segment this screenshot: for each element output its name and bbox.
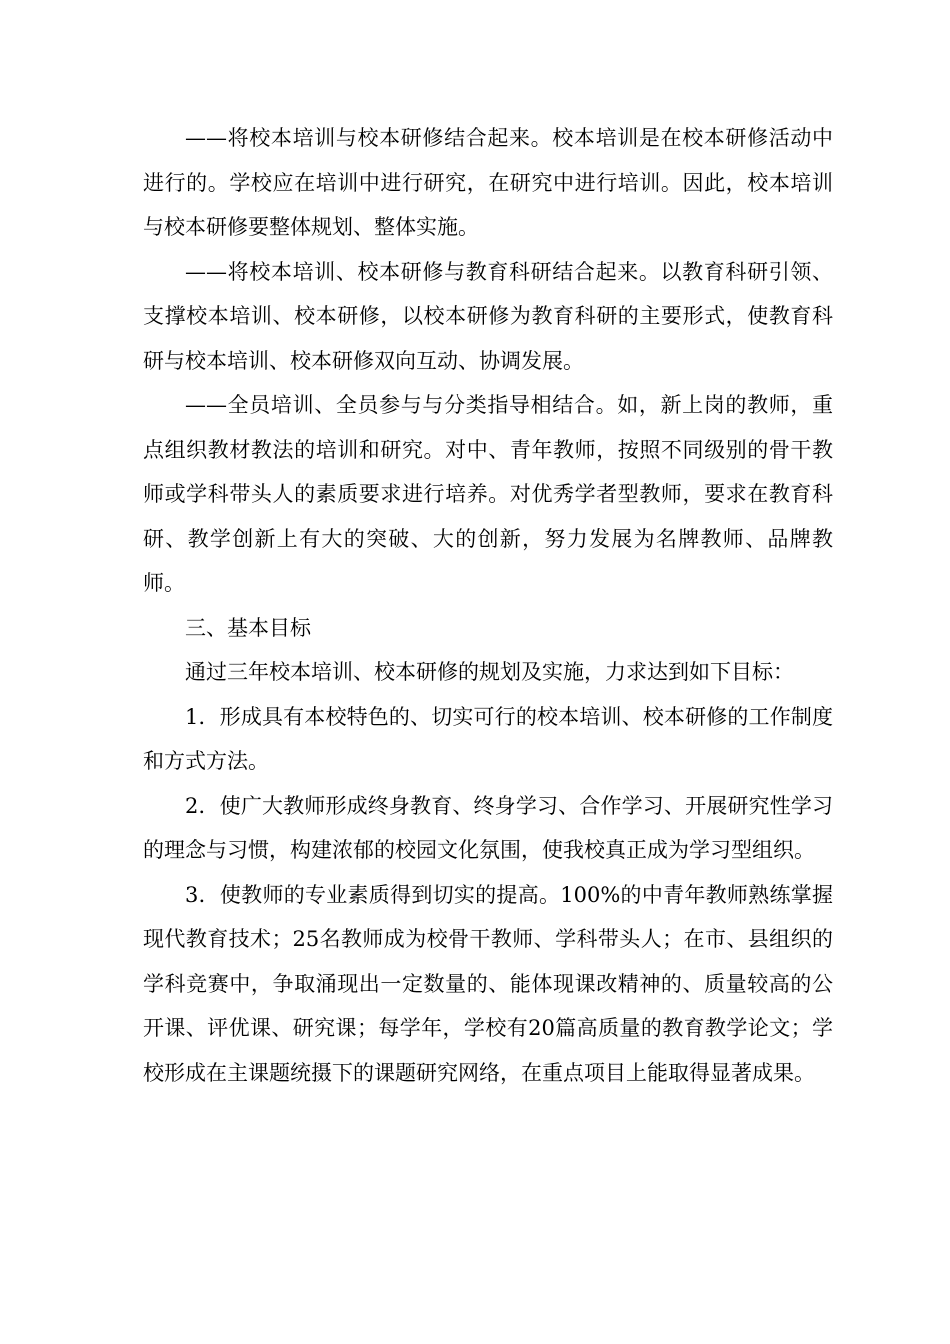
paragraph-goals-intro: 通过三年校本培训、校本研修的规划及实施，力求达到如下目标： [185,660,794,684]
goal-item-2: 2．使广大教师形成终身教育、终身学习、合作学习、开展研究性学习的理念与习惯，构建浓郁的校园文化氛围，使我校真正成为学习型组织。 [143,793,833,862]
goal-item-3: 3．使教师的专业素质得到切实的提高。100%的中青年教师熟练掌握现代教育技术；25名教师成为校骨干教师、学科带头人；在市、县组织的学科竞赛中，争取涌现出一定数量的、能体现课改精神的、质量较高的公开课、评优课、研究课；每学年，学校有20篇高质量的教育教学论文；学校形成在主课题统摄下的课题研究网络，在重点项目上能取得显著成果。 [143,882,833,1085]
goal-item-1: 1．形成具有本校特色的、切实可行的校本培训、校本研修的工作制度和方式方法。 [143,704,833,773]
paragraph-integrate-education-research: ——将校本培训、校本研修与教育科研结合起来。以教育科研引领、支撑校本培训、校本研修，以校本研修为教育科研的主要形式，使教育科研与校本培训、校本研修双向互动、协调发展。 [143,259,833,373]
document-page [143,116,833,1095]
section-heading-basic-goals: 三、基本目标 [185,615,311,640]
paragraph-all-staff-training: ——全员培训、全员参与与分类指导相结合。如，新上岗的教师，重点组织教材教法的培训和研究。对中、青年教师，按照不同级别的骨干教师或学科带头人的素质要求进行培养。对优秀学者型教师，要求在教育科研、教学创新上有大的突破、大的创新，努力发展为名牌教师、品牌教师。 [143,393,833,595]
paragraph-integrate-training-research: ——将校本培训与校本研修结合起来。校本培训是在校本研修活动中进行的。学校应在培训中进行研究，在研究中进行培训。因此，校本培训与校本研修要整体规划、整体实施。 [143,126,833,239]
